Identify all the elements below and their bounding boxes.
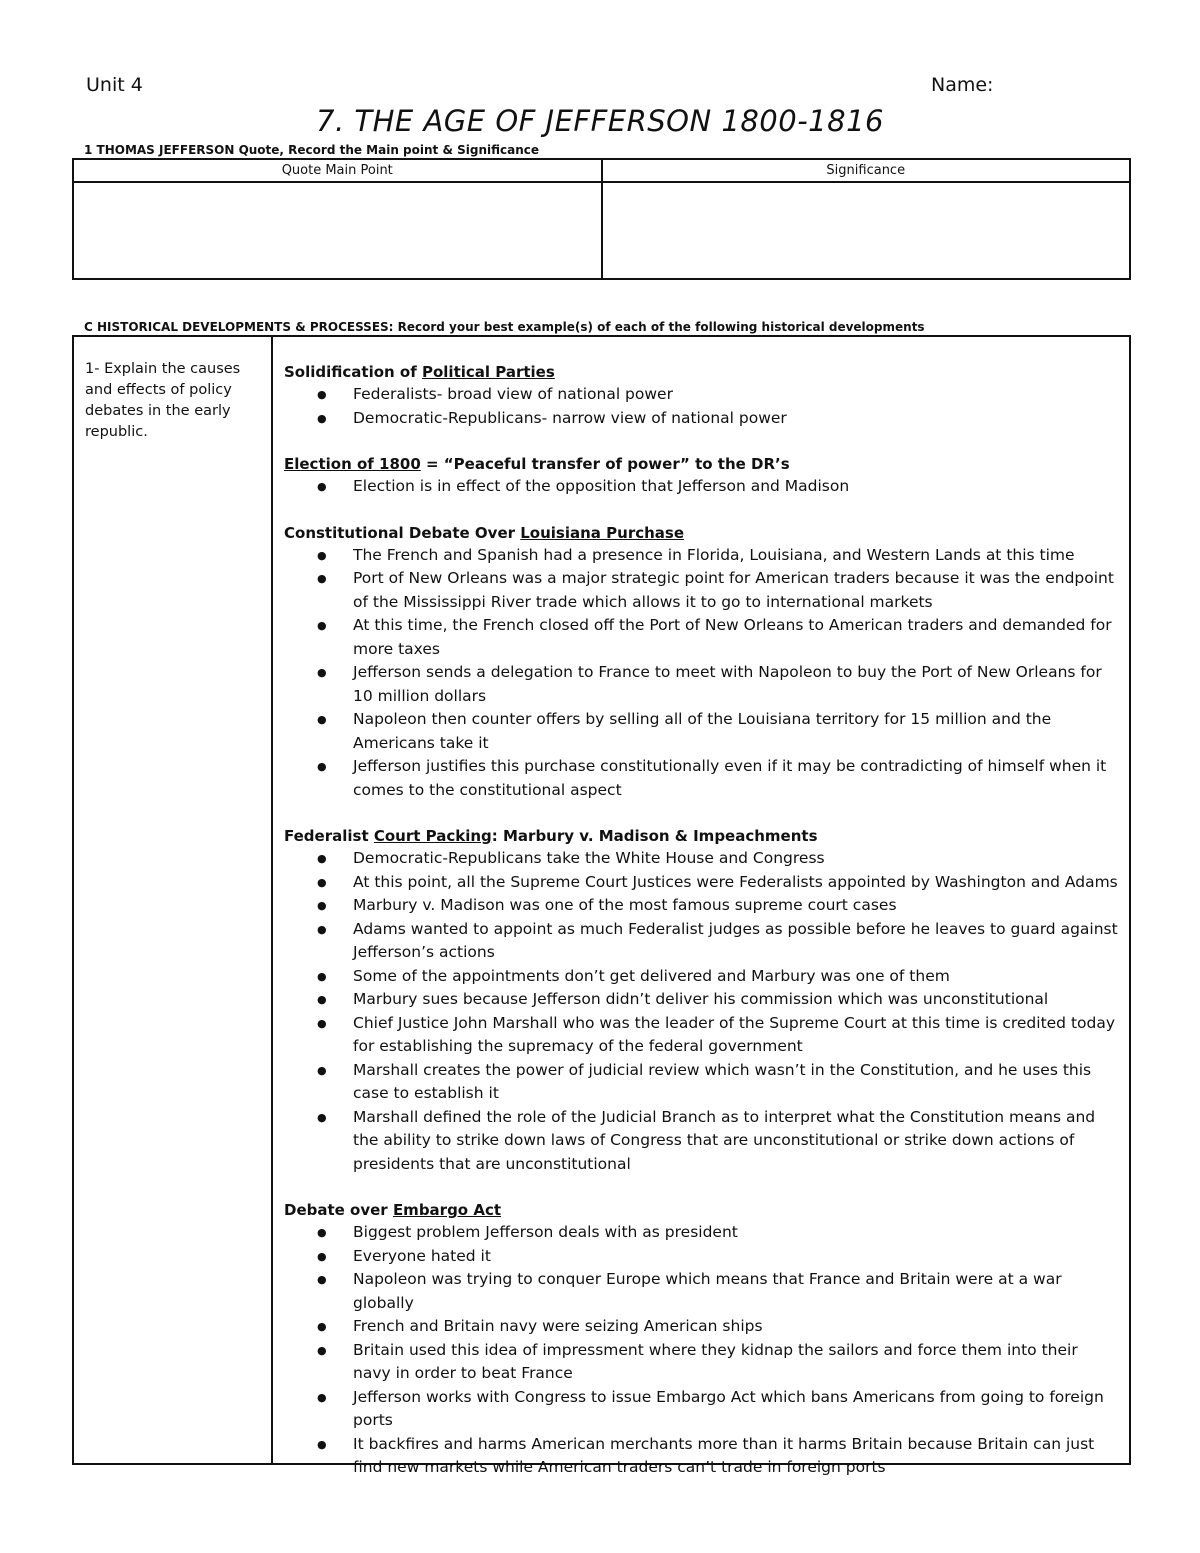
bullet-item: ● Chief Justice John Marshall who was the leader of the Supreme Court at this time is credited today for establishing the supremacy of the federal government	[284, 1012, 1119, 1059]
bullet-item: ● Everyone hated it	[284, 1245, 1119, 1269]
name-label: Name:	[931, 74, 994, 96]
topic-heading-key-term: Embargo Act	[392, 1201, 502, 1219]
topic-heading	[284, 361, 1119, 383]
bullet-item: ● Marshall creates the power of judicial review which wasn’t in the Constitution, and he uses this case to establish it	[284, 1059, 1119, 1106]
topic-heading-prefix: Debate over	[284, 1201, 393, 1219]
topic-heading-key-term: Louisiana Purchase	[520, 523, 685, 542]
bullet-item: ● It backfires and harms American merchants more than it harms Britain because Britain can just find new markets while American traders can’t trade in foreign ports	[284, 1433, 1119, 1480]
topic-heading-suffix: = “Peaceful transfer of power” to the DR’s	[420, 455, 790, 473]
topic-heading	[284, 453, 1119, 475]
bullet-item: ● The French and Spanish had a presence in Florida, Louisiana, and Western Lands at this time	[284, 544, 1119, 568]
bullet-item: ● At this point, all the Supreme Court Justices were Federalists appointed by Washington and Adams	[284, 871, 1119, 895]
quote-main-point-header: Quote Main Point	[73, 159, 602, 182]
bullet-item: ● At this time, the French closed off the Port of New Orleans to American traders and demanded for more taxes	[284, 614, 1119, 661]
bullet-item: ● Napoleon then counter offers by selling all of the Louisiana territory for 15 million and the Americans take it	[284, 708, 1119, 755]
bullet-item: ● Port of New Orleans was a major strategic point for American traders because it was the endpoint of the Mississippi River trade which allows it to go to international markets	[284, 567, 1119, 614]
topic-bullet-list	[284, 1221, 1119, 1480]
topic-spacer	[284, 802, 1119, 825]
topic-heading	[284, 1199, 1119, 1221]
bullet-item: ● Marshall defined the role of the Judicial Branch as to interpret what the Constitution means and the ability to strike down laws of Congress that are unconstitutional or strike down actions of presidents that are unconstitutional	[284, 1106, 1119, 1177]
section-1-heading: 1 THOMAS JEFFERSON Quote, Record the Main point & Significance	[84, 143, 540, 157]
topic-heading-key-term: Political Parties	[421, 363, 555, 381]
prompt-cell: 1- Explain the causes and effects of policy debates in the early republic.	[74, 337, 273, 1463]
unit-label: Unit 4	[86, 74, 143, 96]
topic-heading	[284, 825, 1119, 847]
topic-heading-key-term: Court Packing	[373, 827, 492, 845]
section-2-heading: C HISTORICAL DEVELOPMENTS & PROCESSES: Record your best example(s) of each of the following historical developments	[84, 320, 925, 334]
bullet-item: ● Napoleon was trying to conquer Europe which means that France and Britain were at a war globally	[284, 1268, 1119, 1315]
topic-bullet-list	[284, 544, 1119, 803]
bullet-item: ● Some of the appointments don’t get delivered and Marbury was one of them	[284, 965, 1119, 989]
page-title: 7. THE AGE OF JEFFERSON 1800-1816	[316, 104, 884, 138]
historical-developments-table	[72, 335, 1131, 1476]
bullet-item: ● Democratic-Republicans- narrow view of national power	[284, 407, 1119, 431]
bullet-item: ● Democratic-Republicans take the White House and Congress	[284, 847, 1119, 871]
bullet-item: ● Jefferson works with Congress to issue Embargo Act which bans Americans from going to foreign ports	[284, 1386, 1119, 1433]
bullet-item: ● Marbury v. Madison was one of the most famous supreme court cases	[284, 894, 1119, 918]
bullet-item: ● Election is in effect of the opposition that Jefferson and Madison	[284, 475, 1119, 499]
quote-main-point-cell[interactable]	[73, 182, 602, 279]
bullet-item: ● Federalists- broad view of national power	[284, 383, 1119, 407]
topic-spacer	[284, 430, 1119, 453]
bullet-item: ● Jefferson justifies this purchase constitutionally even if it may be contradicting of himself when it comes to the constitutional aspect	[284, 755, 1119, 802]
answer-cell	[273, 337, 1129, 1476]
bullet-item: ● Adams wanted to appoint as much Federalist judges as possible before he leaves to guard against Jefferson’s actions	[284, 918, 1119, 965]
topic-bullet-list	[284, 475, 1119, 499]
topic-heading	[284, 522, 1119, 544]
topic-heading-suffix: : Marbury v. Madison & Impeachments	[491, 827, 818, 845]
topic-bullet-list	[284, 847, 1119, 1176]
topic-spacer	[284, 1176, 1119, 1199]
quote-table	[72, 158, 1131, 280]
significance-header: Significance	[602, 159, 1131, 182]
bullet-item: ● Britain used this idea of impressment where they kidnap the sailors and force them into their navy in order to beat France	[284, 1339, 1119, 1386]
topic-heading-key-term: Election of 1800	[284, 455, 421, 473]
bullet-item: ● French and Britain navy were seizing American ships	[284, 1315, 1119, 1339]
topic-heading-prefix: Constitutional Debate Over	[284, 523, 521, 542]
bullet-item: ● Biggest problem Jefferson deals with as president	[284, 1221, 1119, 1245]
topic-heading-prefix: Federalist	[284, 827, 374, 845]
bullet-item: ● Marbury sues because Jefferson didn’t deliver his commission which was unconstitutional	[284, 988, 1119, 1012]
significance-cell[interactable]	[602, 182, 1131, 279]
topic-bullet-list	[284, 383, 1119, 430]
topic-spacer	[284, 499, 1119, 522]
topic-heading-prefix: Solidification of	[284, 363, 422, 381]
bullet-item: ● Jefferson sends a delegation to France to meet with Napoleon to buy the Port of New Orleans for 10 million dollars	[284, 661, 1119, 708]
